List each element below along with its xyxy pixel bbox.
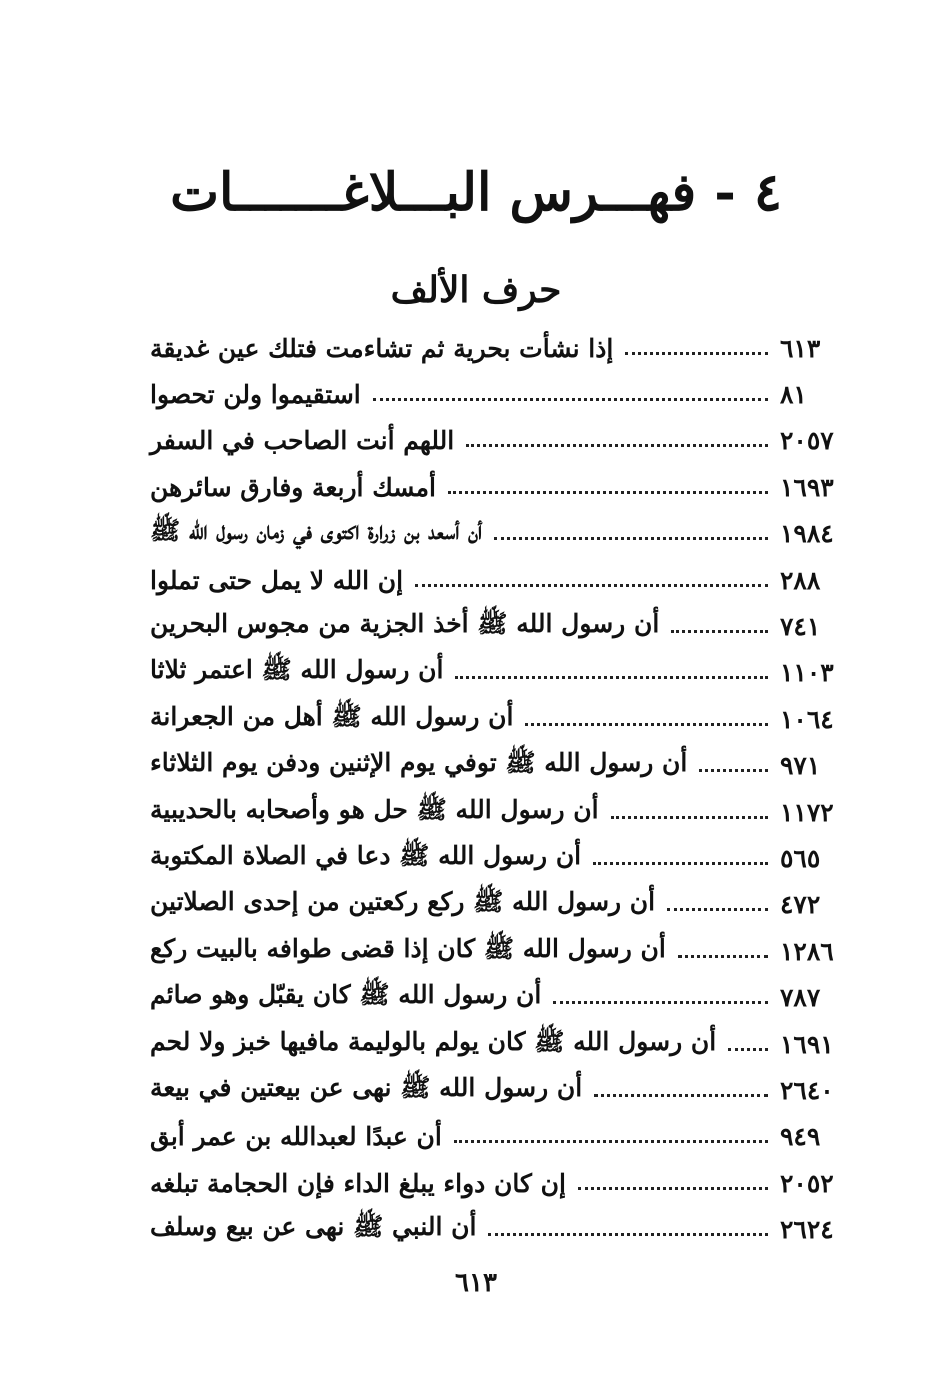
entry-text: أن أسعد بن زرارة اكتوى في زمان رسول الله ﷺ (150, 516, 483, 546)
entry-text: أن رسول الله ﷺ نهى عن بيعتين في بيعة (150, 1072, 583, 1102)
index-entry (140, 650, 840, 696)
entry-page-number: ٦١٣ (780, 333, 821, 363)
index-entry (140, 603, 840, 649)
index-entry (140, 974, 840, 1020)
entry-page-number: ٧٤١ (780, 612, 821, 642)
entry-text: أن رسول الله ﷺ كان إذا قضى طوافه بالبيت ركع (150, 933, 666, 963)
index-entry (140, 418, 840, 464)
leader-dots (578, 1187, 768, 1190)
index-entry (140, 696, 840, 742)
entry-text: أن النبي ﷺ نهى عن بيع وسلف (150, 1212, 477, 1242)
entry-page-number: ٢٠٥٢ (780, 1168, 834, 1198)
index-entry (140, 928, 840, 974)
index-entry (140, 511, 840, 557)
entry-page-number: ١٦٩٣ (780, 472, 834, 502)
entry-text: أن رسول الله ﷺ حل هو وأصحابه بالحديبية (150, 794, 599, 824)
leader-dots (625, 352, 768, 355)
index-entry (140, 1067, 840, 1113)
index-entry (140, 371, 840, 417)
leader-dots (667, 908, 768, 911)
index-entry (140, 835, 840, 881)
entry-text: اللهم أنت الصاحب في السفر (150, 426, 455, 456)
entry-page-number: ١٦٩١ (780, 1029, 834, 1059)
entry-page-number: ٢٠٥٧ (780, 426, 834, 456)
index-entry (140, 557, 840, 603)
leader-dots (466, 444, 768, 447)
entry-page-number: ١٠٦٤ (780, 704, 834, 734)
leader-dots (415, 584, 768, 587)
index-entry (140, 325, 840, 371)
index-entry (140, 1114, 840, 1160)
entry-text: أن رسول الله ﷺ كان يقبّل وهو صائم (150, 980, 542, 1010)
entry-page-number: ٩٤٩ (780, 1122, 821, 1152)
entry-text: أن رسول الله ﷺ دعا في الصلاة المكتوبة (150, 840, 582, 870)
entry-page-number: ١٢٨٦ (780, 936, 834, 966)
entry-text: أن رسول الله ﷺ ركع ركعتين من إحدى الصلاتين (150, 887, 656, 917)
leader-dots (611, 816, 768, 819)
entry-text: أن عبدًا لعبدالله بن عمر أبق (150, 1122, 442, 1152)
entry-text: أمسك أربعة وفارق سائرهن (150, 472, 436, 502)
leader-dots (494, 537, 768, 540)
entry-page-number: ٩٧١ (780, 751, 821, 781)
entry-text: أن رسول الله ﷺ اعتمر ثلاثا (150, 655, 444, 685)
index-entry (140, 1160, 840, 1206)
leader-dots (678, 955, 768, 958)
entry-text: أن رسول الله ﷺ أهل من الجعرانة (150, 701, 514, 731)
index-list (140, 325, 840, 1253)
index-entry (140, 464, 840, 510)
entry-page-number: ٢٨٨ (780, 565, 821, 595)
entry-text: إن كان دواء يبلغ الداء فإن الحجامة تبلغه (150, 1168, 566, 1198)
leader-dots (488, 1233, 768, 1236)
entry-text: أن رسول الله ﷺ كان يولم بالوليمة مافيها خبز ولا لحم (150, 1026, 717, 1056)
leader-dots (699, 769, 768, 772)
leader-dots (593, 862, 768, 865)
index-entry (140, 789, 840, 835)
entry-page-number: ١١٧٢ (780, 797, 834, 827)
index-entry (140, 1206, 840, 1252)
page-title: ٤ - فهـــرس البـــلاغـــــــات (170, 162, 782, 223)
index-entry (140, 882, 840, 928)
index-entry (140, 743, 840, 789)
leader-dots (454, 1140, 768, 1143)
page-number: ٦١٣ (455, 1268, 497, 1298)
entry-text: إذا نشأت بحرية ثم تشاءمت فتلك عين غديقة (150, 333, 614, 363)
entry-text: أن رسول الله ﷺ أخذ الجزية من مجوس البحرين (150, 609, 660, 639)
leader-dots (448, 491, 768, 494)
leader-dots (671, 630, 768, 633)
entry-text: استقيموا ولن تحصوا (150, 380, 361, 410)
leader-dots (373, 398, 768, 401)
entry-page-number: ٨١ (780, 380, 807, 410)
entry-page-number: ٢٦٤٠ (780, 1075, 834, 1105)
leader-dots (455, 676, 768, 679)
entry-page-number: ٤٧٢ (780, 890, 821, 920)
leader-dots (594, 1094, 768, 1097)
entry-text: أن رسول الله ﷺ توفي يوم الإثنين ودفن يوم الثلاثاء (150, 748, 688, 778)
index-entry (140, 1021, 840, 1067)
entry-page-number: ٢٦٢٤ (780, 1215, 834, 1245)
leader-dots (553, 1001, 768, 1004)
entry-text: إن الله لا يمل حتى تملوا (150, 565, 404, 595)
leader-dots (525, 723, 768, 726)
entry-page-number: ١١٠٣ (780, 658, 834, 688)
entry-page-number: ٥٦٥ (780, 843, 821, 873)
section-heading: حرف الألف (390, 269, 562, 311)
entry-page-number: ٧٨٧ (780, 983, 821, 1013)
leader-dots (728, 1048, 768, 1051)
entry-page-number: ١٩٨٤ (780, 519, 834, 549)
